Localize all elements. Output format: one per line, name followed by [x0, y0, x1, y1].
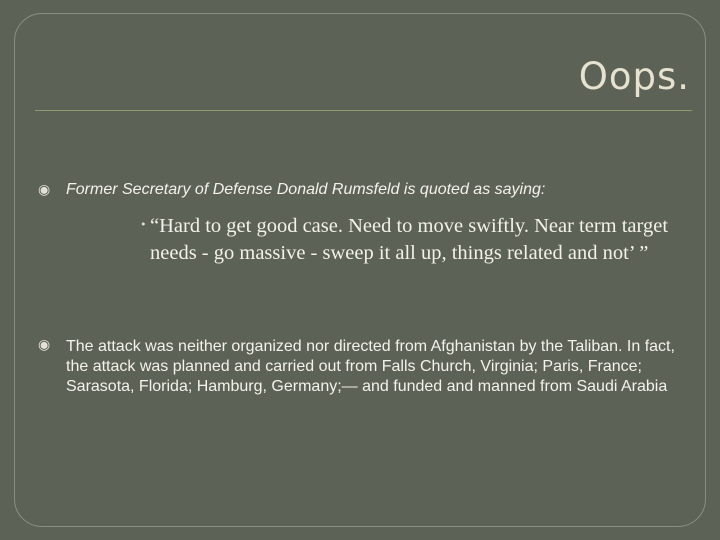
- bullet-icon: ◉: [38, 182, 51, 198]
- title-divider: [35, 110, 692, 111]
- bullet-text: The attack was neither organized nor directed from Afghanistan by the Taliban. In fact, the attack was planned and carried out from Falls Church, Virginia; Paris, France; Sarasota, Florida; Hamburg, Germany;— and funded and manned from Saudi Arabia: [66, 338, 675, 395]
- bullet-text: Former Secretary of Defense Donald Rumsfeld is quoted as saying:: [66, 181, 546, 198]
- sub-bullet-icon: •: [140, 218, 147, 231]
- slide-title: Oops.: [578, 55, 690, 98]
- bullet-icon: ◉: [38, 337, 51, 353]
- quote-text: “Hard to get good case. Need to move swiftly. Near term target needs - go massive - sweep it all up, things related and not’ ”: [150, 215, 669, 264]
